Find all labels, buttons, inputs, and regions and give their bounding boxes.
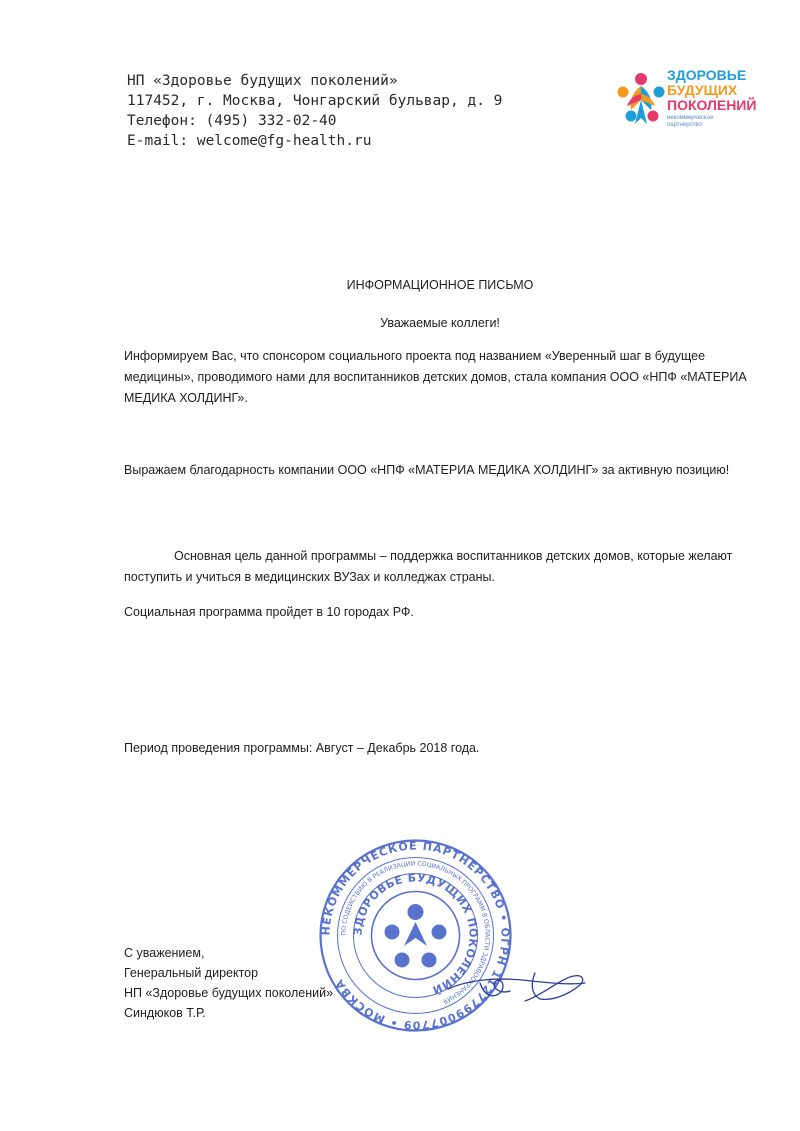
organization-logo [615,66,765,148]
logo-line-3: ПОКОЛЕНИЙ [667,97,757,113]
org-email: E-mail: welcome@fg-health.ru [127,133,372,149]
logo-sub-line-2: партнерство [667,122,702,128]
logo-line-2: БУДУЩИХ [667,82,738,98]
signer-position: Генеральный директор [124,966,259,980]
org-phone: Телефон: (495) 332-02-40 [127,113,337,129]
paragraph-sponsor: Информируем Вас, что спонсором социального проекта под названием «Уверенный шаг в будущее медицины», проводимого нами для воспитанников детских домов, стала компания ООО «НПФ «МАТЕРИА МЕДИКА ХОЛДИНГ». [124,349,747,405]
signoff: С уважением, [124,946,205,960]
logo-sub-line-1: некоммерческое [667,115,714,121]
letter-greeting: Уважаемые коллеги! [380,316,500,330]
signature-block [124,943,333,1023]
logo-line-1: ЗДОРОВЬЕ [667,67,747,83]
logo-subtitle [667,115,713,129]
paragraph-period: Период проведения программы: Август – Декабрь 2018 года. [124,741,480,755]
signer-name: Синдюков Т.Р. [124,1006,206,1020]
logo-wordmark [667,68,756,113]
paragraph-gratitude: Выражаем благодарность компании ООО «НПФ «МАТЕРИА МЕДИКА ХОЛДИНГ» за активную позицию! [124,463,730,477]
org-name: НП «Здоровье будущих поколений» [127,73,398,89]
letter-title: ИНФОРМАЦИОННОЕ ПИСЬМО [346,278,534,292]
paragraph-cities: Социальная программа пройдет в 10 городах РФ. [124,605,414,619]
logo-figures-icon [615,70,667,132]
signer-organization: НП «Здоровье будущих поколений» [124,986,334,1000]
paragraph-goal: Основная цель данной программы – поддержка воспитанников детских домов, которые желают поступить и учиться в медицинских ВУЗах и колледжах страны. [124,549,733,584]
stamp-inner-text: ЗДОРОВЬЕ БУДУЩИХ ПОКОЛЕНИЙ [351,871,480,997]
stamp-middle-text: ПО СОДЕЙСТВИЮ В РЕАЛИЗАЦИИ СОЦИАЛЬНЫХ ПРОГРАММ В ОБЛАСТИ ЗДРАВООХРАНЕНИЯ [340,860,491,1005]
org-address: 117452, г. Москва, Чонгарский бульвар, д. 9 [127,93,503,109]
letterhead-contacts [127,71,502,151]
stamp-outer-text: НЕКОММЕРЧЕСКОЕ ПАРТНЕРСТВО • ОГРН 1127799007709 • МОСКВА [319,839,512,1032]
handwritten-signature [440,955,590,1015]
